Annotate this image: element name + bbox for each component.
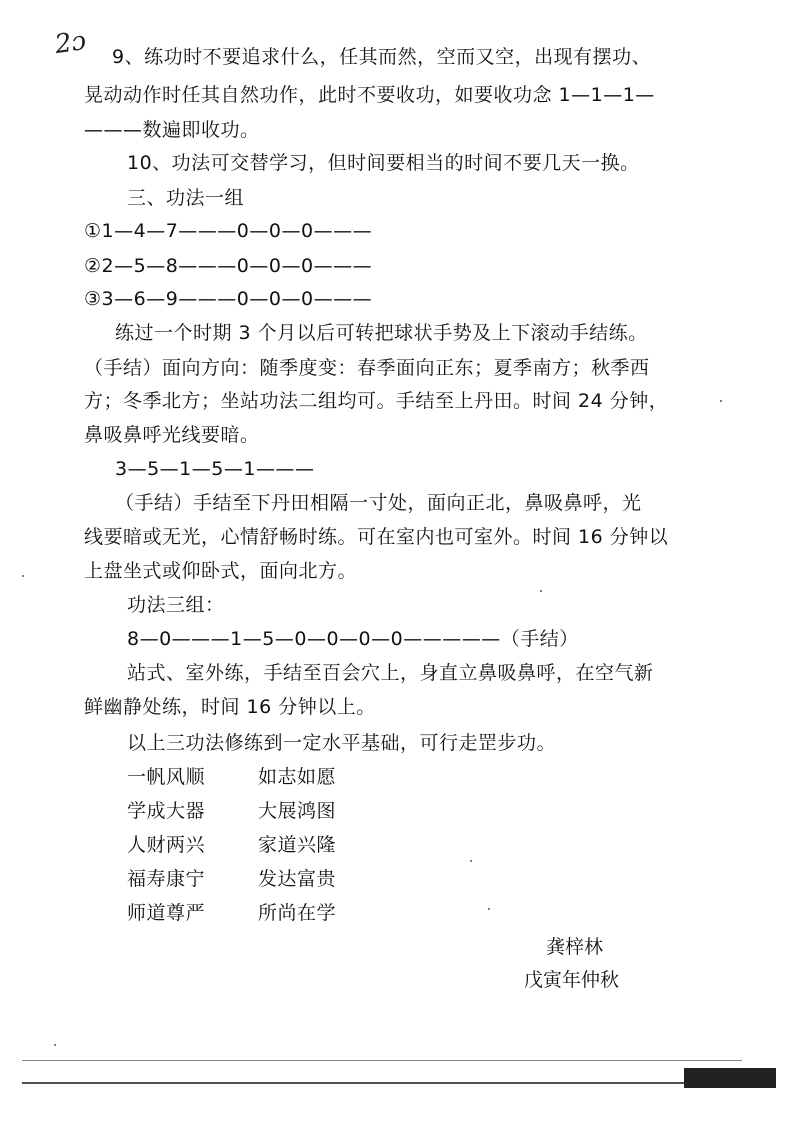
text-line-4: 10、功法可交替学习，但时间要相当的时间不要几天一换。 [127, 152, 640, 174]
section-heading-1: 三、功法一组 [127, 187, 245, 209]
sequence-5: 8—0———1—5—0—0—0—0—————（手结） [127, 628, 579, 650]
text-line-20: 鲜幽静处练，时间 16 分钟以上。 [84, 696, 376, 718]
text-line-11: 方；冬季北方；坐站功法二组均可。手结至上丹田。时间 24 分钟， [84, 390, 669, 412]
scan-speck [540, 590, 542, 592]
sequence-3: ③3—6—9———0—0—0——— [84, 288, 373, 310]
text-line-15: 线要暗或无光，心情舒畅时练。可在室内也可室外。时间 16 分钟以 [84, 526, 669, 548]
text-line-16: 上盘坐式或仰卧式，面向北方。 [84, 560, 358, 582]
text-line-1: 9、练功时不要追求什么，任其而然，空而又空，出现有摆功、 [112, 46, 652, 68]
section-heading-3: 功法三组： [127, 594, 225, 616]
signature-name: 龚梓林 [546, 936, 604, 958]
text-line-12: 鼻吸鼻呼光线要暗。 [84, 424, 260, 446]
footer-rule-upper [22, 1060, 742, 1061]
text-line-14: （手结）手结至下丹田相隔一寸处，面向正北，鼻吸鼻呼，光 [115, 492, 642, 514]
blessing-left-4: 福寿康宁 [127, 868, 206, 890]
sequence-2: ②2—5—8———0—0—0——— [84, 255, 373, 277]
signature-date: 戊寅年仲秋 [524, 969, 620, 991]
text-line-21: 以上三功法修练到一定水平基础，可行走罡步功。 [127, 732, 557, 754]
footer-rule-lower [22, 1082, 742, 1084]
blessing-left-5: 师道尊严 [127, 902, 206, 924]
scan-speck [720, 400, 722, 402]
blessing-right-2: 大展鸿图 [258, 800, 337, 822]
text-line-10: （手结）面向方向：随季度变：春季面向正东；夏季南方；秋季西 [84, 357, 650, 379]
blessing-left-2: 学成大器 [127, 800, 206, 822]
sequence-1: ①1—4—7———0—0—0——— [84, 220, 373, 242]
blessing-left-3: 人财两兴 [127, 834, 206, 856]
text-line-19: 站式、室外练，手结至百会穴上，身直立鼻吸鼻呼，在空气新 [127, 662, 654, 684]
sequence-4: 3—5—1—5—1——— [115, 458, 315, 480]
text-line-2: 晃动动作时任其自然功作，此时不要收功，如要收功念 1—1—1— [84, 84, 655, 106]
text-line-3: ———数遍即收功。 [84, 119, 260, 141]
scan-artifact-block [684, 1068, 776, 1088]
handwritten-page-mark: 2ɔ [53, 25, 89, 61]
text-line-9: 练过一个时期 3 个月以后可转把球状手势及上下滚动手结练。 [115, 322, 648, 344]
scan-speck [470, 860, 472, 862]
blessing-right-1: 如志如愿 [258, 766, 337, 788]
scan-speck [54, 1044, 56, 1046]
blessing-right-5: 所尚在学 [258, 902, 337, 924]
blessing-right-4: 发达富贵 [258, 868, 337, 890]
blessing-right-3: 家道兴隆 [258, 834, 337, 856]
scan-speck [22, 575, 24, 577]
scan-speck [488, 908, 490, 910]
blessing-left-1: 一帆风顺 [127, 766, 206, 788]
